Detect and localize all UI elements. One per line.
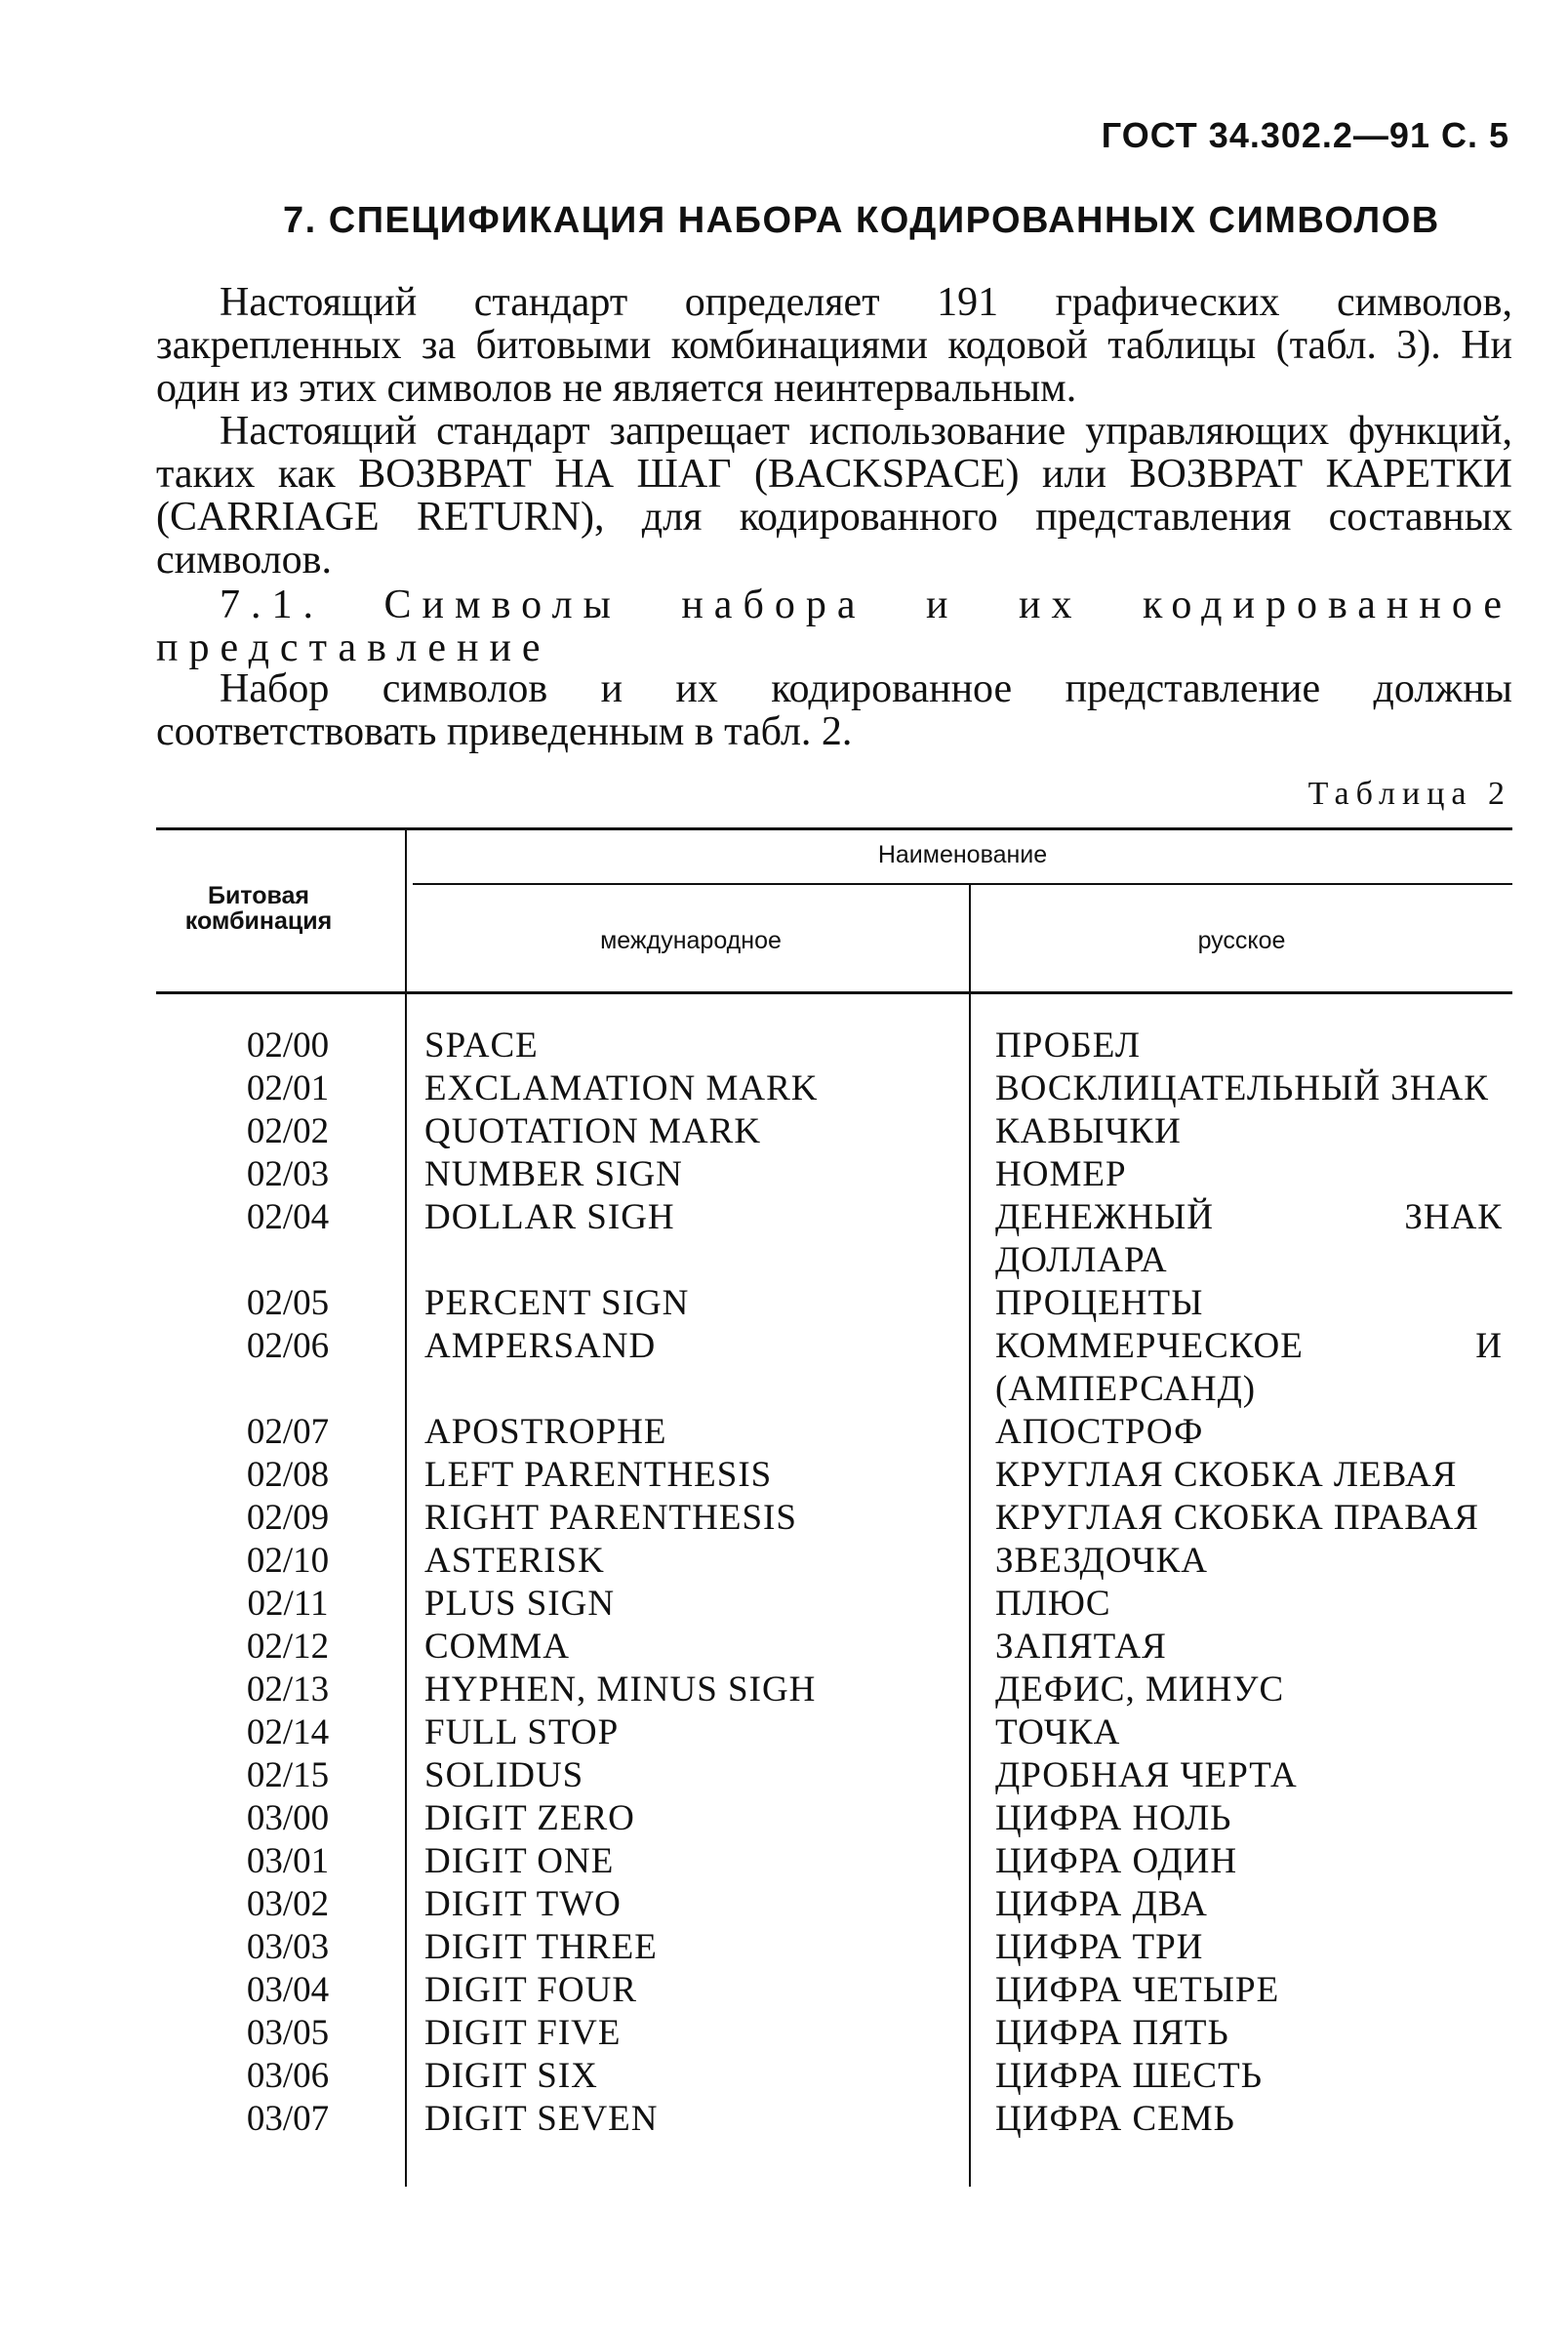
table-row: [156, 1325, 1512, 1411]
header-russian: русское: [1197, 927, 1286, 954]
international-name-cell: ASTERISK: [424, 1541, 605, 1581]
international-name-cell: DIGIT FOUR: [424, 1970, 637, 2010]
bit-combination-cell: 03/00: [246, 1798, 330, 1838]
table-row: [156, 1067, 1512, 1110]
table-row: [156, 1540, 1512, 1583]
paragraph-2: Настоящий стандарт запрещает использование управляющих функций, таких как ВОЗВРАТ НА ШАГ (BACKSPACE) или ВОЗВРАТ КАРЕТКИ (CARRIAGE RETURN), для кодированного представления составных символов.: [156, 409, 1512, 583]
table-row: [156, 1754, 1512, 1797]
bit-combination-cell: 03/05: [246, 2013, 330, 2053]
russian-name-cell: АПОСТРОФ: [995, 1412, 1204, 1452]
bit-combination-cell: 02/07: [246, 1412, 330, 1452]
international-name-cell: DIGIT SIX: [424, 2056, 598, 2096]
russian-name-cell: ЦИФРА НОЛЬ: [995, 1798, 1232, 1838]
bit-combination-cell: 03/02: [246, 1884, 330, 1924]
international-name-cell: SPACE: [424, 1026, 539, 1066]
bit-combination-cell: 02/14: [246, 1712, 330, 1752]
international-name-cell: DOLLAR SIGH: [424, 1197, 675, 1237]
russian-name-cell: ЦИФРА ОДИН: [995, 1841, 1238, 1881]
russian-name-cell: КОММЕРЧЕСКОЕ И (АМПЕРСАНД): [995, 1326, 1503, 1409]
bit-combination-cell: 02/15: [246, 1755, 330, 1795]
table-row: [156, 1411, 1512, 1454]
international-name-cell: FULL STOP: [424, 1712, 620, 1752]
russian-name-cell: КРУГЛАЯ СКОБКА ЛЕВАЯ: [995, 1455, 1458, 1495]
international-name-cell: PERCENT SIGN: [424, 1283, 690, 1323]
table-row: [156, 1025, 1512, 1067]
international-name-cell: DIGIT SEVEN: [424, 2099, 659, 2139]
table-row: [156, 1110, 1512, 1153]
table-row: [156, 1282, 1512, 1325]
international-name-cell: DIGIT THREE: [424, 1927, 658, 1967]
bit-combination-cell: 02/10: [246, 1541, 330, 1581]
bit-combination-cell: 02/01: [246, 1068, 330, 1108]
russian-name-cell: ТОЧКА: [995, 1712, 1121, 1752]
table-row: [156, 1454, 1512, 1497]
international-name-cell: HYPHEN, MINUS SIGH: [424, 1669, 817, 1710]
russian-name-cell: ЦИФРА ПЯТЬ: [995, 2013, 1229, 2053]
table-row: [156, 2055, 1512, 2098]
table-body: [156, 1025, 1512, 2141]
russian-name-cell: ДРОБНАЯ ЧЕРТА: [995, 1755, 1298, 1795]
table-row: [156, 1797, 1512, 1840]
bit-combination-cell: 02/08: [246, 1455, 330, 1495]
section-title: 7. СПЕЦИФИКАЦИЯ НАБОРА КОДИРОВАННЫХ СИМВОЛОВ: [283, 200, 1440, 241]
subsection-heading: 7.1. Символы набора и их кодированное представление: [156, 583, 1512, 670]
international-name-cell: RIGHT PARENTHESIS: [424, 1498, 797, 1538]
russian-name-cell: ДЕНЕЖНЫЙ ЗНАК ДОЛЛАРА: [995, 1197, 1503, 1280]
table-row: [156, 2012, 1512, 2055]
bit-combination-cell: 02/06: [246, 1326, 330, 1366]
russian-name-cell: ЗВЕЗДОЧКА: [995, 1541, 1209, 1581]
international-name-cell: LEFT PARENTHESIS: [424, 1455, 773, 1495]
table-row: [156, 1196, 1512, 1282]
russian-name-cell: ЦИФРА ДВА: [995, 1884, 1208, 1924]
paragraph-3: Набор символов и их кодированное представление должны соответствовать приведенным в табл. 2.: [156, 666, 1512, 754]
table-row: [156, 1583, 1512, 1626]
russian-name-cell: ЦИФРА СЕМЬ: [995, 2099, 1235, 2139]
russian-name-cell: ПРОЦЕНТЫ: [995, 1283, 1204, 1323]
international-name-cell: DIGIT TWO: [424, 1884, 622, 1924]
bit-combination-cell: 02/05: [246, 1283, 330, 1323]
russian-name-cell: ЗАПЯТАЯ: [995, 1627, 1167, 1667]
bit-combination-cell: 03/07: [246, 2099, 330, 2139]
international-name-cell: DIGIT FIVE: [424, 2013, 622, 2053]
table-row: [156, 1153, 1512, 1196]
table-row: [156, 1926, 1512, 1969]
international-name-cell: SOLIDUS: [424, 1755, 584, 1795]
russian-name-cell: ЦИФРА ЧЕТЫРЕ: [995, 1970, 1280, 2010]
table-row: [156, 1669, 1512, 1711]
header-sub-rule: [413, 883, 1512, 885]
table-caption: Таблица 2: [1307, 776, 1511, 812]
bit-combination-cell: 02/09: [246, 1498, 330, 1538]
header-bit-combination: Битовая комбинация: [184, 882, 333, 935]
table-row: [156, 1626, 1512, 1669]
bit-combination-cell: 02/04: [246, 1197, 330, 1237]
russian-name-cell: НОМЕР: [995, 1154, 1127, 1194]
russian-name-cell: ПЛЮС: [995, 1584, 1111, 1624]
russian-name-cell: КАВЫЧКИ: [995, 1111, 1182, 1151]
table-row: [156, 2098, 1512, 2141]
page-header: ГОСТ 34.302.2—91 С. 5: [1101, 115, 1509, 155]
international-name-cell: PLUS SIGN: [424, 1584, 616, 1624]
russian-name-cell: ЦИФРА ШЕСТЬ: [995, 2056, 1263, 2096]
international-name-cell: DIGIT ONE: [424, 1841, 615, 1881]
bit-combination-cell: 02/12: [246, 1627, 330, 1667]
bit-combination-cell: 03/04: [246, 1970, 330, 2010]
table-top-rule: [156, 827, 1512, 830]
international-name-cell: AMPERSAND: [424, 1326, 657, 1366]
table-row: [156, 1497, 1512, 1540]
international-name-cell: QUOTATION MARK: [424, 1111, 762, 1151]
bit-combination-cell: 02/00: [246, 1026, 330, 1066]
paragraph-1: Настоящий стандарт определяет 191 графических символов, закрепленных за битовыми комбинациями кодовой таблицы (табл. 3). Ни один из этих символов не является неинтервальным.: [156, 280, 1512, 411]
international-name-cell: COMMA: [424, 1627, 570, 1667]
table-row: [156, 1883, 1512, 1926]
bit-combination-cell: 03/03: [246, 1927, 330, 1967]
international-name-cell: DIGIT ZERO: [424, 1798, 635, 1838]
russian-name-cell: КРУГЛАЯ СКОБКА ПРАВАЯ: [995, 1498, 1479, 1538]
header-bottom-rule: [156, 991, 1512, 994]
russian-name-cell: ВОСКЛИЦАТЕЛЬНЫЙ ЗНАК: [995, 1068, 1489, 1108]
table-row: [156, 1711, 1512, 1754]
russian-name-cell: ПРОБЕЛ: [995, 1026, 1141, 1066]
international-name-cell: EXCLAMATION MARK: [424, 1068, 819, 1108]
international-name-cell: APOSTROPHE: [424, 1412, 667, 1452]
bit-combination-cell: 02/11: [247, 1584, 329, 1624]
international-name-cell: NUMBER SIGN: [424, 1154, 683, 1194]
table-row: [156, 1840, 1512, 1883]
bit-combination-cell: 03/01: [246, 1841, 330, 1881]
russian-name-cell: ДЕФИС, МИНУС: [995, 1669, 1285, 1710]
bit-combination-cell: 03/06: [246, 2056, 330, 2096]
russian-name-cell: ЦИФРА ТРИ: [995, 1927, 1204, 1967]
bit-combination-cell: 02/03: [246, 1154, 330, 1194]
bit-combination-cell: 02/13: [246, 1669, 330, 1710]
table-row: [156, 1969, 1512, 2012]
header-name: Наименование: [877, 841, 1048, 868]
header-international: международное: [600, 927, 782, 954]
bit-combination-cell: 02/02: [246, 1111, 330, 1151]
